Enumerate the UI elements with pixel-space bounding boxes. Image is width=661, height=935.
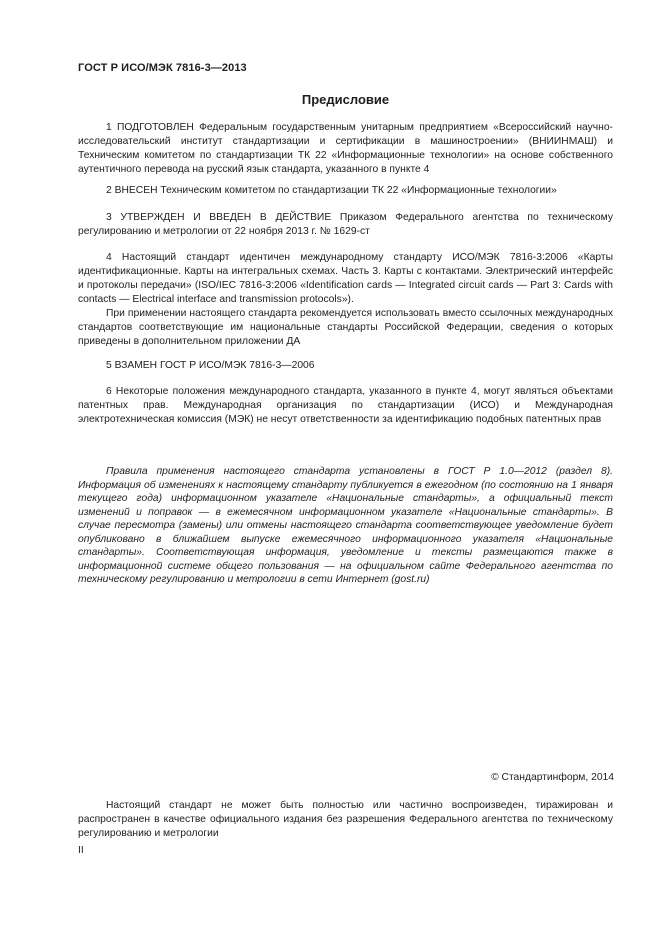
paragraph-4 (78, 251, 613, 349)
paragraph-4-text: 4 Настоящий стандарт идентичен международному стандарту ИСО/МЭК 7816-3:2006 «Карты идентификационные. Карты на интегральных схемах. Часть 3. Карты с контактами. Электрический интерфейс и протоколы передачи» (ISO/IEC 7816-3:2006 «Identification cards — Integrated circuit cards — Part 3: Cards with contacts — Electrical interface and transmission protocols»). (78, 252, 613, 305)
paragraph-2 (78, 184, 613, 198)
document-header: ГОСТ Р ИСО/МЭК 7816-3—2013 (78, 62, 247, 74)
page-title: Предисловие (301, 92, 390, 107)
paragraph-5-text: 5 ВЗАМЕН ГОСТ Р ИСО/МЭК 7816-3—2006 (106, 360, 315, 371)
paragraph-4-note: При применении настоящего стандарта рекомендуется использовать вместо ссылочных международных стандартов соответствующие им национальные стандарты Российской Федерации, сведения о которых приведены в дополнительном приложении ДА (78, 308, 613, 347)
paragraph-1 (78, 121, 613, 177)
usage-notice (78, 465, 613, 587)
page-number: II (78, 845, 84, 856)
copyright-line: © Стандартинформ, 2014 (491, 772, 614, 783)
paragraph-6-text: 6 Некоторые положения международного стандарта, указанного в пункте 4, могут являться объектами патентных прав. Международная организация по стандартизации (ИСО) и Международная электротехническая комиссия (МЭК) не несут ответственности за идентификацию подобных патентных прав (78, 386, 613, 425)
paragraph-2-text: 2 ВНЕСЕН Техническим комитетом по стандартизации ТК 22 «Информационные технологии» (106, 185, 557, 196)
usage-notice-text: Правила применения настоящего стандарта установлены в ГОСТ Р 1.0—2012 (раздел 8). Информация об изменениях к настоящему стандарту публикуется в ежегодном (по состоянию на 1 января текущего года) информационном указателе «Национальные стандарты», а официальный текст изменений и поправок — в ежемесячном информационном указателе «Национальные стандарты». В случае пересмотра (замены) или отмены настоящего стандарта соответствующее уведомление будет опубликовано в ближайшем выпуске ежемесячного информационного указателя «Национальные стандарты». Соответствующая информация, уведомление и тексты размещаются также в информационной системе общего пользования — на официальном сайте Федерального агентства по техническому регулированию и метрологии в сети Интернет (gost.ru) (78, 466, 613, 585)
paragraph-5 (78, 359, 613, 373)
reproduction-notice-text: Настоящий стандарт не может быть полностью или частично воспроизведен, тиражирован и распространен в качестве официального издания без разрешения Федерального агентства по техническому регулированию и метрологии (78, 800, 613, 839)
paragraph-3-text: 3 УТВЕРЖДЕН И ВВЕДЕН В ДЕЙСТВИЕ Приказом Федерального агентства по техническому регулированию и метрологии от 22 ноября 2013 г. № 1629-ст (78, 212, 613, 237)
paragraph-6 (78, 385, 613, 427)
reproduction-notice (78, 799, 613, 841)
paragraph-1-text: 1 ПОДГОТОВЛЕН Федеральным государственным унитарным предприятием «Всероссийский научно-исследовательский институт стандартизации и сертификации в машиностроении» (ВНИИНМАШ) и Техническим комитетом по стандартизации ТК 22 «Информационные технологии» на основе собственного аутентичного перевода на русский язык стандарта, указанного в пункте 4 (78, 122, 613, 175)
paragraph-3 (78, 211, 613, 239)
